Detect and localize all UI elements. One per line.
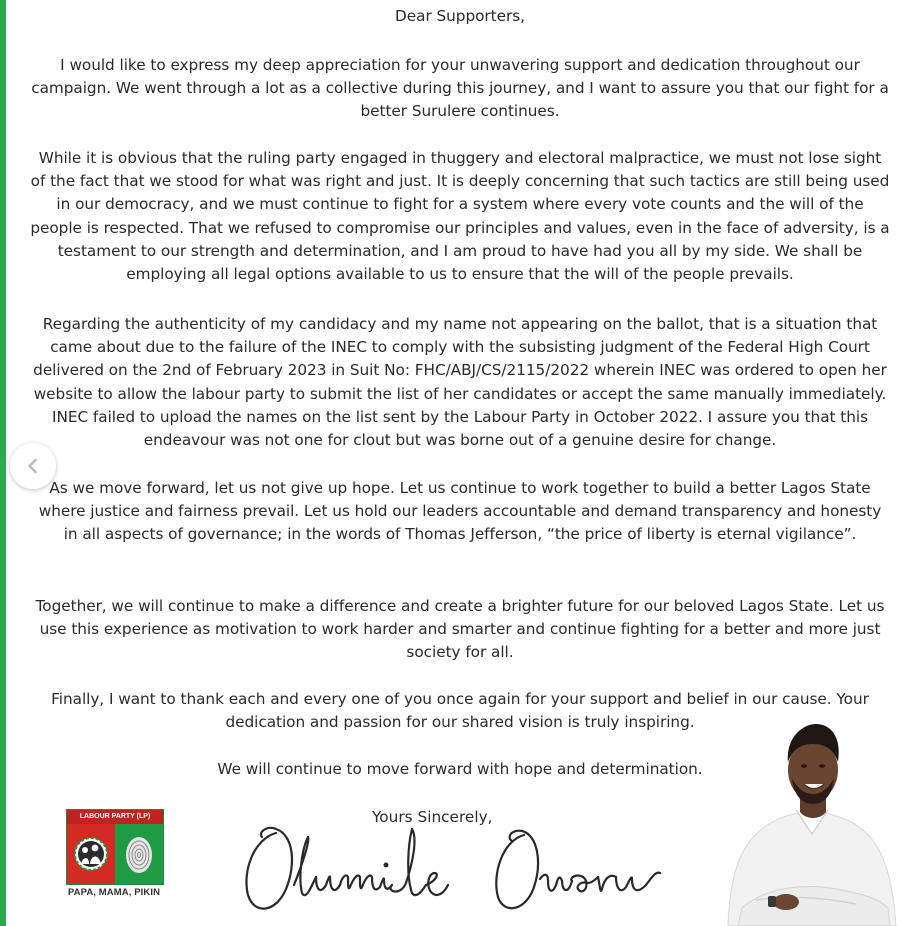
- paragraph-together: Together, we will continue to make a difference and create a brighter future for our beloved Lagos State. Let us use this experience as motivation to work harder and smarter and continue fighting for a better and more just society for all.: [35, 597, 885, 662]
- paragraph-appreciation: I would like to express my deep appreciation for your unwavering support and dedication throughout our campaign. We went through a lot as a collective during this journey, and I want to assure you that our fight for a better Surulere continues.: [31, 56, 889, 121]
- logo-caption: PAPA, MAMA, PIKIN: [67, 887, 161, 898]
- labour-party-logo: [58, 805, 170, 905]
- previous-slide-button[interactable]: [10, 443, 56, 489]
- paragraph-malpractice: While it is obvious that the ruling party engaged in thuggery and electoral malpractice, we must not lose sight of the fact that we stood for what was right and just. It is deeply concerning that such tactics are still being used in our democracy, and we must continue to fight for a system where every vote counts and the will of the people is respected. That we refused to compromise our principles and values, even in the face of adversity, is a testament to our strength and determination, and I am proud to have had you all by my side. We shall be employing all legal options available to us to ensure that the will of the people prevails.: [30, 149, 890, 284]
- chevron-left-icon: [24, 457, 42, 475]
- paragraph-candidacy: Regarding the authenticity of my candidacy and my name not appearing on the ballot, that is a situation that came about due to the failure of the INEC to comply with the subsisting judgment of the Federal High Court delivered on the 2nd of February 2023 in Suit No: FHC/ABJ/CS/2115/2022 wherein INEC was ordered to open her website to allow the labour party to submit the list of her candidates or accept the same manually immediately. INEC failed to upload the names on the list sent by the Labour Party in October 2022. I assure you that this endeavour was not one for clout but was borne out of a genuine desire for change.: [33, 315, 887, 450]
- left-accent-bar: [0, 0, 6, 926]
- logo-symbols: [67, 824, 163, 884]
- candidate-portrait: [716, 712, 910, 926]
- closing-line: Yours Sincerely,: [372, 808, 493, 826]
- paragraph-forward: We will continue to move forward with hope and determination.: [217, 760, 703, 778]
- salutation: Dear Supporters,: [395, 7, 525, 25]
- logo-header: LABOUR PARTY (LP): [67, 810, 163, 824]
- paragraph-hope: As we move forward, let us not give up hope. Let us continue to work together to build a better Lagos State where justice and fairness prevail. Let us hold our leaders accountable and demand transparency and honesty in all aspects of governance; in the words of Thomas Jefferson, “the price of liberty is eternal vigilance”.: [38, 479, 882, 544]
- paragraph-thanks: Finally, I want to thank each and every one of you once again for your support and belief in our cause. Your dedication and passion for our shared vision is truly inspiring.: [51, 690, 869, 732]
- logo-emblem: [66, 809, 164, 885]
- handwritten-signature: [236, 815, 696, 923]
